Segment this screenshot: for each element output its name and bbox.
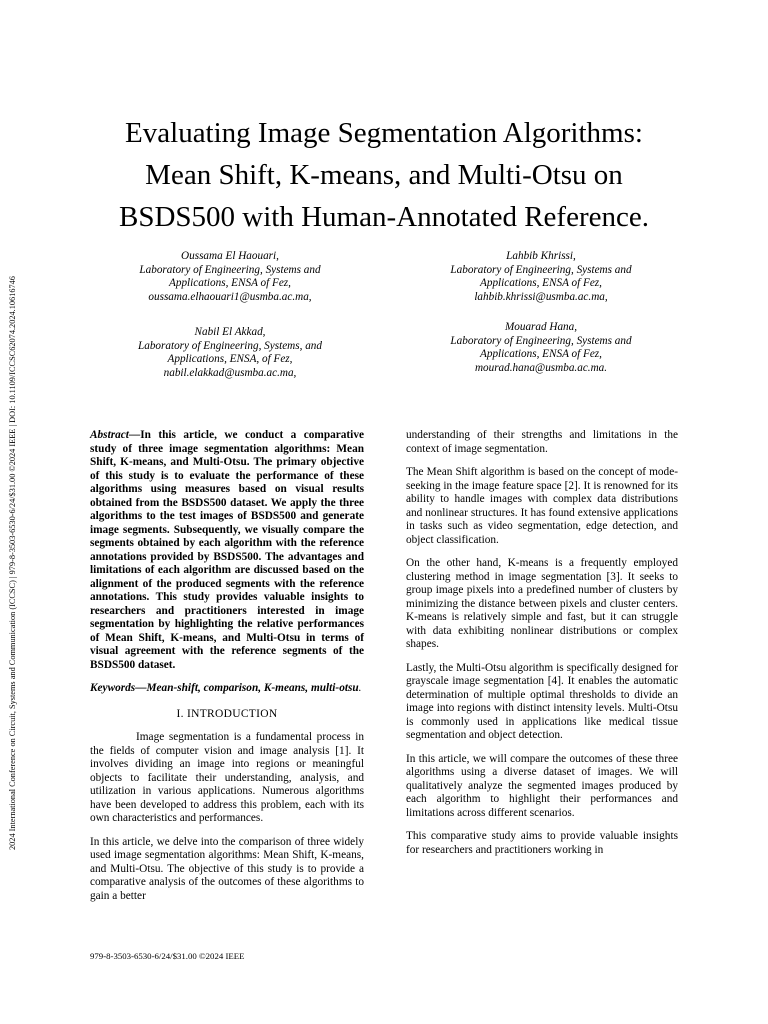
keywords-text: —Mean-shift, comparison, K-means, multi-otsu	[135, 682, 359, 694]
author-affiliation: Applications, ENSA of Fez,	[480, 277, 602, 290]
author-block-4	[405, 321, 677, 375]
author-affiliation: Applications, ENSA of Fez,	[169, 277, 291, 290]
abstract-label: Abstract	[90, 429, 129, 441]
author-affiliation: Applications, ENSA, of Fez,	[167, 353, 293, 366]
paragraph: understanding of their strengths and limitations in the context of image segmentation.	[406, 429, 678, 455]
author-block-2	[405, 250, 677, 304]
author-name: Oussama El Haouari,	[181, 250, 279, 262]
author-affiliation: Laboratory of Engineering, Systems, and	[138, 339, 322, 352]
author-affiliation: Laboratory of Engineering, Systems and	[450, 263, 632, 276]
title-line: Evaluating Image Segmentation Algorithms:	[125, 117, 643, 149]
sidebar-citation: 2024 International Conference on Circuit, Systems and Communication (ICCSC) | 979-8-3503-6530-6/24/$31.00 ©2024 IEEE | DOI: 10.1109/ICCSC62074.2024.10616746	[8, 276, 17, 850]
author-block-3	[95, 326, 365, 380]
abstract	[90, 429, 364, 672]
paragraph: In this article, we will compare the outcomes of these three algorithms using a diverse dataset of images. We will qualitatively analyze the segmented images produced by each algorithm to highlight their performances and limitations across different scenarios.	[406, 752, 678, 819]
left-column	[90, 429, 364, 913]
paragraph: In this article, we delve into the comparison of three widely used image segmentation algorithms: Mean Shift, K-means, and Multi-Otsu. The objective of this study is to provide a comparative analysis of the outcomes of these algorithms to gain a better	[90, 835, 364, 902]
author-affiliation: Laboratory of Engineering, Systems and	[450, 334, 632, 347]
paragraph: Lastly, the Multi-Otsu algorithm is specifically designed for grayscale image segmentation [4]. It enables the automatic determination of multiple optimal thresholds to divide an image into regions with distinct intensity levels. Multi-Otsu is commonly used in applications like medical tissue segmentation and object detection.	[406, 661, 678, 741]
paragraph: This comparative study aims to provide valuable insights for researchers and practitioners working in	[406, 830, 678, 856]
paragraph: On the other hand, K-means is a frequently employed clustering method in image segmentation [3]. It seeks to group image pixels into a predefined number of clusters by minimizing the distance between pixels and cluster centers. K-means is relatively simple and fast, but it can struggle with data exhibiting nonlinear distributions or complex shapes.	[406, 557, 678, 650]
author-email: lahbib.khrissi@usmba.ac.ma,	[474, 290, 608, 303]
author-email: oussama.elhaouari1@usmba.ac.ma,	[148, 290, 312, 303]
keywords-end: .	[358, 682, 362, 694]
title-line: BSDS500 with Human-Annotated Reference.	[119, 201, 649, 233]
author-email: mourad.hana@usmba.ac.ma.	[474, 361, 608, 374]
author-affiliation: Applications, ENSA of Fez,	[480, 348, 602, 361]
title-line: Mean Shift, K-means, and Multi-Otsu on	[145, 159, 623, 191]
paragraph: Image segmentation is a fundamental process in the fields of computer vision and image analysis [1]. It involves dividing an image into regions or meaningful objects to facilitate their understanding, analysis, and utilization in various applications. Numerous algorithms have been developed to address this problem, each with its own characteristics and performances.	[90, 731, 364, 824]
author-block-1	[95, 250, 365, 304]
abstract-text: —In this article, we conduct a comparative study of three image segmentation algorithms: Mean Shift, K-means, and Multi-Otsu. The primary objective of this study is to evaluate the performance of these algorithms using measures based on visual results obtained from the BSDS500 dataset. We apply the three algorithms to the test images of BSDS500 and generate image segments. Subsequently, we visually compare the segments obtained by each algorithm with the reference annotations provided by BSDS500. The advantages and limitations of each algorithm are discussed based on the alignment of the produced segments with the reference annotations. This study provides valuable insights to researchers and practitioners interested in image segmentation by highlighting the relative performances of Mean Shift, K-means, and Multi-Otsu in terms of visual agreement with the reference segments of the BSDS500 dataset.	[90, 429, 364, 671]
author-name: Nabil El Akkad,	[194, 326, 266, 338]
author-affiliation: Laboratory of Engineering, Systems and	[139, 263, 321, 276]
author-name: Mouarad Hana,	[504, 321, 578, 333]
keywords-label: Keywords	[90, 682, 136, 694]
paper-title	[60, 112, 708, 238]
author-email: nabil.elakkad@usmba.ac.ma,	[163, 366, 297, 379]
paragraph: The Mean Shift algorithm is based on the concept of mode-seeking in the image feature space [2]. It is renowned for its ability to handle images with complex data distributions and nonlinear structures. It has found extensive applications in tasks such as video segmentation, edge detection, and object classification.	[406, 466, 678, 546]
section-heading: I. INTRODUCTION	[176, 707, 278, 720]
right-column	[406, 429, 678, 867]
keywords	[90, 682, 364, 696]
page-footer: 979-8-3503-6530-6/24/$31.00 ©2024 IEEE	[90, 951, 245, 961]
author-name: Lahbib Khrissi,	[506, 250, 576, 262]
